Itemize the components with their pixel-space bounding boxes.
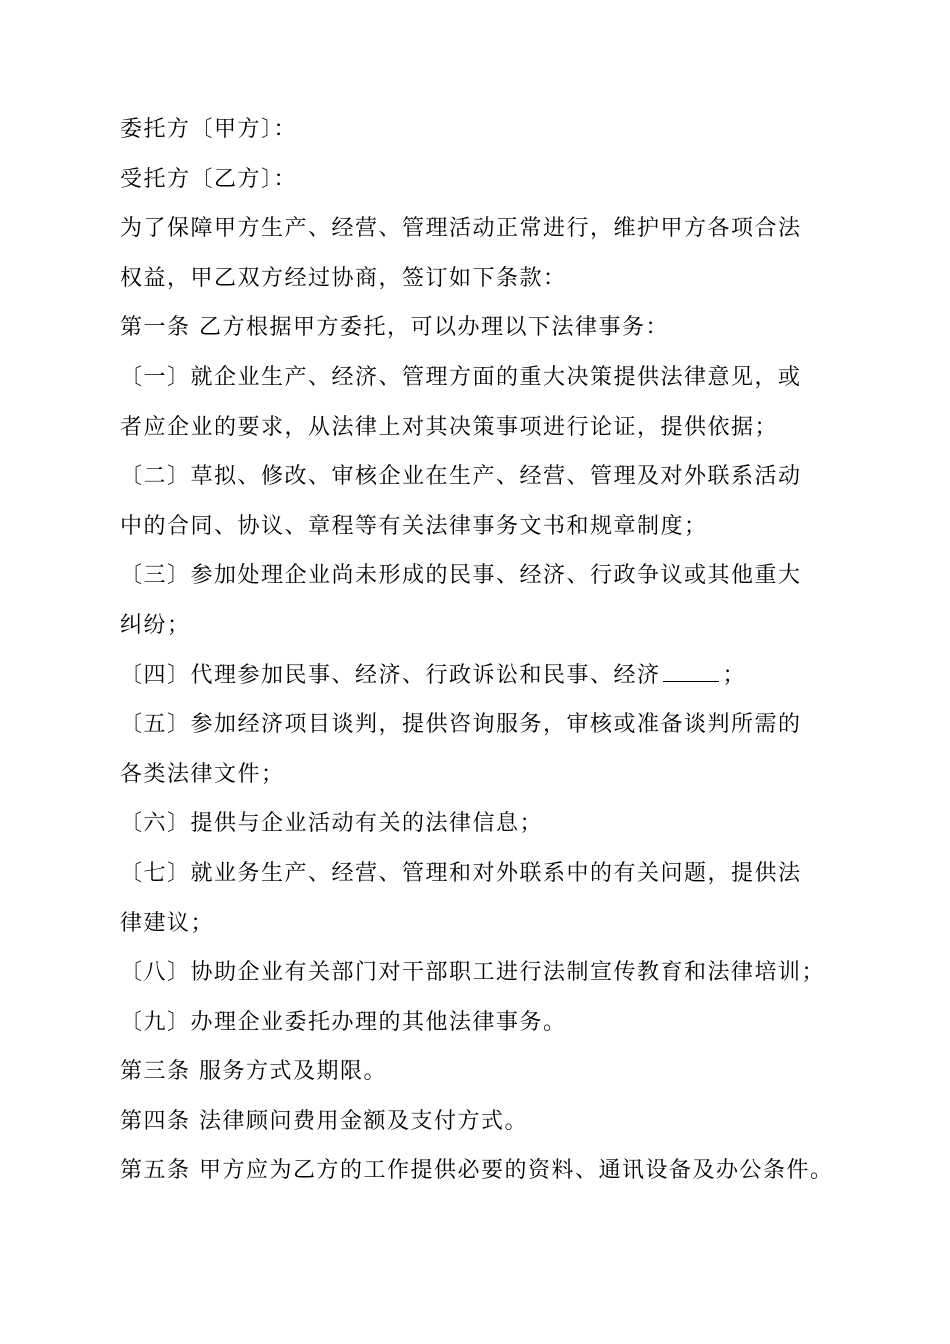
item-3-line-1: 〔三〕参加处理企业尚未形成的民事、经济、行政争议或其他重大 [120,563,802,589]
party-a-line: 委托方〔甲方〕： [120,117,298,142]
item-2-line-1: 〔二〕草拟、修改、审核企业在生产、经营、管理及对外联系活动 [120,464,802,490]
item-7-line-2: 律建议； [120,910,215,936]
item-5-line-1: 〔五〕参加经济项目谈判，提供咨询服务，审核或准备谈判所需的 [120,712,802,738]
article-3-heading: 第三条 服务方式及期限。 [120,1059,387,1085]
preamble-line-2: 权益，甲乙双方经过协商，签订如下条款： [120,265,567,291]
article-1-heading: 第一条 乙方根据甲方委托，可以办理以下法律事务： [120,315,669,341]
item-4-line [120,651,835,701]
article-5-heading: 第五条 甲方应为乙方的工作提供必要的资料、通讯设备及办公条件。 [120,1158,834,1184]
item-8-line: 〔八〕协助企业有关部门对干部职工进行法制宣传教育和法律培训； [120,960,826,986]
party-b-line: 受托方〔乙方〕： [120,166,298,192]
item-1-line-1: 〔一〕就企业生产、经济、管理方面的重大决策提供法律意见，或 [120,364,802,390]
item-4-text: 〔四〕代理参加民事、经济、行政诉讼和民事、经济 [120,662,661,688]
preamble-line-1: 为了保障甲方生产、经营、管理活动正常进行，维护甲方各项合法 [120,216,802,242]
item-5-line-2: 各类法律文件； [120,761,285,787]
contract-body [120,105,835,1196]
item-1-line-2: 者应企业的要求，从法律上对其决策事项进行论证，提供依据； [120,414,779,440]
item-4-suffix: ； [722,662,747,688]
fill-in-blank [663,667,719,682]
item-9-line: 〔九〕办理企业委托办理的其他法律事务。 [120,1009,567,1035]
item-2-line-2: 中的合同、协议、章程等有关法律事务文书和规章制度； [120,513,708,539]
item-3-line-2: 纠纷； [120,612,191,638]
article-4-heading: 第四条 法律顾问费用金额及支付方式。 [120,1108,528,1134]
item-6-line: 〔六〕提供与企业活动有关的法律信息； [120,811,544,837]
item-7-line-1: 〔七〕就业务生产、经营、管理和对外联系中的有关问题，提供法 [120,860,802,886]
